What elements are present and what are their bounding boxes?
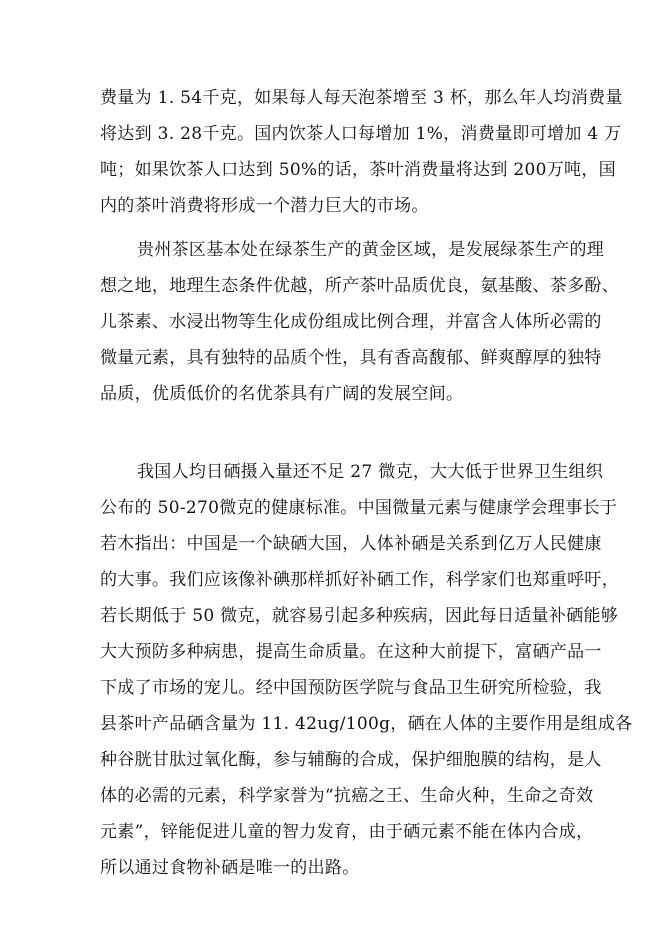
paragraph-guizhou-tea-region bbox=[100, 232, 619, 412]
paragraph-tea-consumption bbox=[100, 80, 623, 224]
text-line: 若木指出：中国是一个缺硒大国，人体补硒是关系到亿万人民健康 bbox=[100, 534, 602, 554]
text-line: 费量为 1. 54千克，如果每人每天泡茶增至 3 杯，那么年人均消费量 bbox=[100, 88, 623, 108]
text-line: 公布的 50-270微克的健康标准。中国微量元素与健康学会理事长于 bbox=[100, 498, 618, 518]
text-line: 微量元素，具有独特的品质个性，具有香高馥郁、鲜爽醇厚的独特 bbox=[100, 348, 602, 368]
text-line: 的大事。我们应该像补碘那样抓好补硒工作，科学家们也郑重呼吁， bbox=[100, 570, 619, 590]
text-line: 种谷胱甘肽过氧化酶，参与辅酶的合成，保护细胞膜的结构，是人 bbox=[100, 750, 602, 770]
text-line: 儿茶素、水浸出物等生化成份组成比例合理，并富含人体所必需的 bbox=[100, 312, 602, 332]
text-line: 内的茶叶消费将形成一个潜力巨大的市场。 bbox=[100, 196, 429, 216]
text-line: 大大预防多种病患，提高生命质量。在这种大前提下，富硒产品一 bbox=[100, 642, 602, 662]
text-line: 我国人均日硒摄入量还不足 27 微克，大大低于世界卫生组织 bbox=[137, 462, 604, 482]
text-line: 贵州茶区基本处在绿茶生产的黄金区域，是发展绿茶生产的理 bbox=[137, 240, 605, 260]
text-line: 吨；如果饮茶人口达到 50%的话，茶叶消费量将达到 200万吨，国 bbox=[100, 160, 616, 180]
paragraph-selenium-intake bbox=[100, 454, 633, 886]
text-line: 所以通过食物补硒是唯一的出路。 bbox=[100, 858, 360, 878]
text-line: 元素”，锌能促进儿童的智力发育，由于硒元素不能在体内合成， bbox=[100, 822, 594, 842]
text-line: 下成了市场的宠儿。经中国预防医学院与食品卫生研究所检验，我 bbox=[100, 678, 602, 698]
text-line: 将达到 3. 28千克。国内饮茶人口每增加 1%，消费量即可增加 4 万 bbox=[100, 124, 622, 144]
text-line: 若长期低于 50 微克，就容易引起多种疾病，因此每日适量补硒能够 bbox=[100, 606, 619, 626]
text-line: 品质，优质低价的名优茶具有广阔的发展空间。 bbox=[100, 384, 464, 404]
text-line: 县茶叶产品硒含量为 11. 42ug/100g，硒在人体的主要作用是组成各 bbox=[100, 714, 633, 734]
text-line: 体的必需的元素，科学家誉为“抗癌之王、生命火种，生命之奇效 bbox=[100, 786, 594, 806]
text-line: 想之地，地理生态条件优越，所产茶叶品质优良，氨基酸、茶多酚、 bbox=[100, 276, 619, 296]
